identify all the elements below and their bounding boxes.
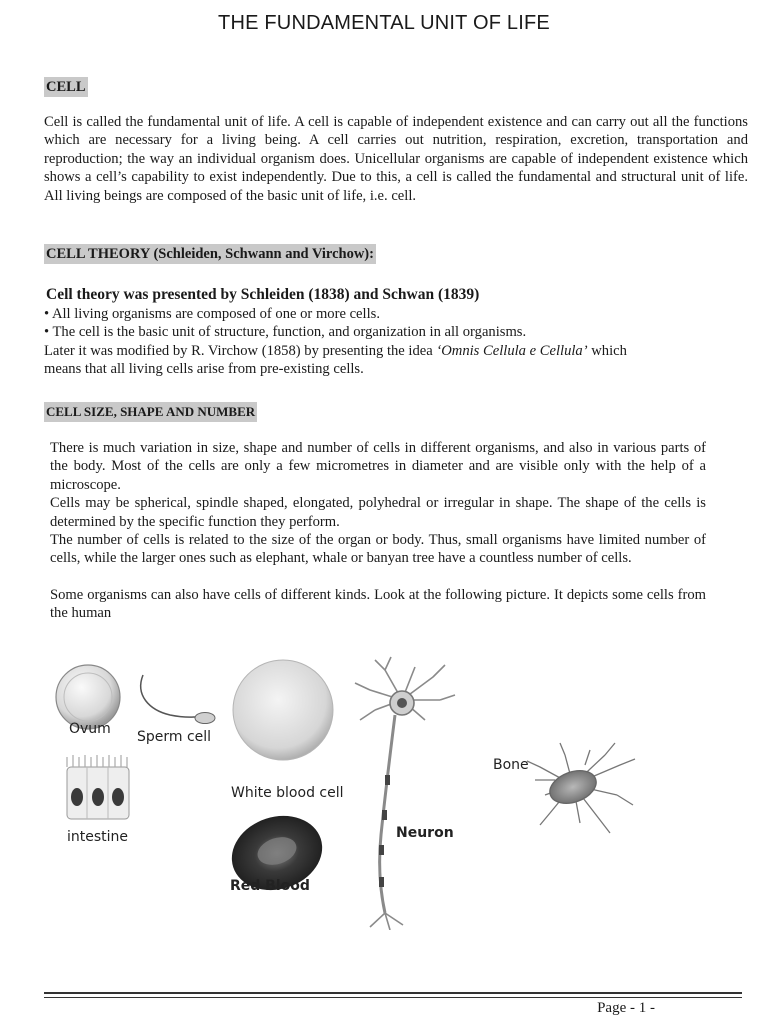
footer-rule	[44, 992, 742, 994]
sperm-cell	[141, 675, 215, 724]
virchow-line-2: means that all living cells arise from pre-existing cells.	[44, 361, 364, 378]
label-neuron: Neuron	[396, 825, 454, 841]
cell-size-p2: Cells may be spherical, spindle shaped, elongated, polyhedral or irregular in shape. The shape of the cells is determined by the specific function they perform.	[50, 495, 706, 530]
cells-illustration	[45, 655, 685, 930]
label-bone: Bone	[493, 757, 529, 773]
human-cells-figure	[45, 655, 685, 930]
ovum-cell	[56, 665, 120, 729]
cell-theory-bullet-1: • All living organisms are composed of one or more cells.	[44, 306, 380, 322]
neuron-cell	[355, 657, 455, 930]
cell-theory-subheading: Cell theory was presented by Schleiden (1838) and Schwan (1839)	[46, 286, 480, 303]
label-sperm-cell: Sperm cell	[137, 729, 212, 745]
cell-size-p1: There is much variation in size, shape and number of cells in different organisms, and also in various parts of the body. Most of the cells are only a few micrometres in diameter and are visible only with the help of a microscope.	[50, 440, 706, 493]
intestine-cells	[67, 755, 129, 819]
section-heading-cell-size: CELL SIZE, SHAPE AND NUMBER	[44, 402, 257, 422]
label-ovum: Ovum	[69, 721, 111, 737]
virchow-line	[44, 342, 748, 360]
label-white-blood-cell: White blood cell	[231, 785, 344, 801]
virchow-text: Later it was modified by R. Virchow (1858) by presenting the idea	[44, 342, 437, 359]
cell-paragraph	[44, 113, 748, 205]
cell-size-p3: The number of cells is related to the size of the organ or body. Thus, small organisms have limited number of cells, while the larger ones such as elephant, whale or banyan tree have a countless number of cells.	[50, 532, 706, 567]
label-intestine: intestine	[67, 829, 129, 845]
page-title: THE FUNDAMENTAL UNIT OF LIFE	[218, 12, 550, 34]
label-red-blood: Red Blood	[230, 878, 310, 894]
section-heading-cell: CELL	[46, 79, 86, 95]
cell-theory-bullet-2: • The cell is the basic unit of structure, function, and organization in all organisms.	[44, 324, 527, 341]
cell-size-body	[50, 439, 706, 623]
virchow-text-end: which	[587, 342, 627, 359]
white-blood-cell	[233, 660, 333, 760]
footer-rule-thin	[44, 997, 742, 998]
page-number: Page - 1 -	[597, 1000, 655, 1016]
section-heading-cell-theory: CELL THEORY (Schleiden, Schwann and Virchow):	[46, 246, 374, 262]
omnis-cellula-latin: ‘Omnis Cellula e Cellula’	[436, 342, 588, 359]
cell-size-p4: Some organisms can also have cells of different kinds. Look at the following picture. It depicts some cells from the human	[50, 586, 706, 622]
cell-theory-body	[44, 305, 748, 379]
cell-paragraph-text: Cell is called the fundamental unit of life. A cell is capable of independent existence and can carry out all the functions which are necessary for a living being. A cell carries out nutrition, respiration, excretion, transportation and reproduction; the way an individual organism does. Unicellular organisms are capable of independent existence which shows a cell’s capability to exist independently. Due to this, a cell is called the fundamental and structural unit of life. All living beings are composed of the basic unit of life, i.e. cell.	[44, 114, 748, 204]
bone-cell	[527, 743, 635, 833]
